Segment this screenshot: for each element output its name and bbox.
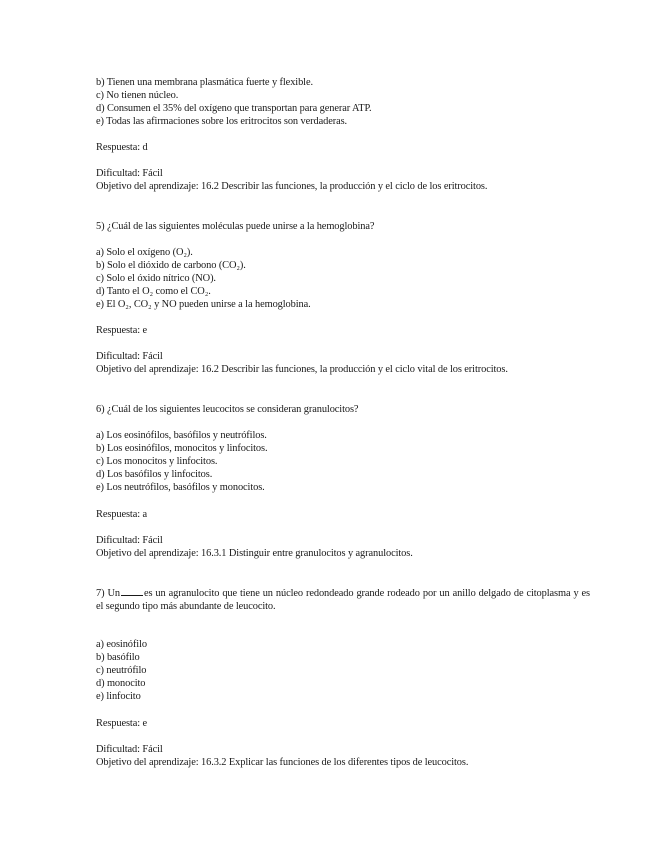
fill-in-blank	[121, 587, 143, 596]
answer: Respuesta: d	[96, 142, 148, 153]
q6-option-c: c) Los monocitos y linfocitos.	[96, 456, 218, 467]
q5-difficulty: Dificultad: Fácil	[96, 351, 163, 362]
learning-objective: Objetivo del aprendizaje: 16.2 Describir las funciones, la producción y el ciclo de los eritrocitos.	[96, 181, 488, 192]
q5-answer: Respuesta: e	[96, 325, 148, 336]
q5-option-b: b) Solo el dióxido de carbono (CO₂).	[96, 260, 246, 271]
q7-option-c: c) neutrófilo	[96, 665, 147, 676]
question-5: 5) ¿Cuál de las siguientes moléculas puede unirse a la hemoglobina?	[96, 221, 375, 232]
q5-option-a: a) Solo el oxígeno (O₂).	[96, 247, 193, 258]
q7-option-e: e) linfocito	[96, 691, 141, 702]
option-c: c) No tienen núcleo.	[96, 90, 179, 101]
q6-option-a: a) Los eosinófilos, basófilos y neutrófilos.	[96, 430, 267, 441]
q5-option-c: c) Solo el óxido nítrico (NO).	[96, 273, 216, 284]
option-b: b) Tienen una membrana plasmática fuerte y flexible.	[96, 77, 313, 88]
question-6: 6) ¿Cuál de los siguientes leucocitos se consideran granulocitos?	[96, 404, 359, 415]
q7-option-a: a) eosinófilo	[96, 639, 147, 650]
q7-learning-objective: Objetivo del aprendizaje: 16.3.2 Explicar las funciones de los diferentes tipos de leucocitos.	[96, 757, 469, 768]
q5-learning-objective: Objetivo del aprendizaje: 16.2 Describir las funciones, la producción y el ciclo vital de los eritrocitos.	[96, 364, 508, 375]
q7-difficulty: Dificultad: Fácil	[96, 744, 163, 755]
q6-learning-objective: Objetivo del aprendizaje: 16.3.1 Distinguir entre granulocitos y agranulocitos.	[96, 548, 413, 559]
q6-answer: Respuesta: a	[96, 509, 148, 520]
option-d: d) Consumen el 35% del oxígeno que transportan para generar ATP.	[96, 103, 372, 114]
q7-option-d: d) monocito	[96, 678, 146, 689]
q5-option-d: d) Tanto el O₂ como el CO₂.	[96, 286, 211, 297]
q7-rest: es un agranulocito que tiene un núcleo redondeado grande rodeado por un anillo delgado de citoplasma y es el segundo tipo más abundante de leucocito.	[96, 588, 591, 612]
question-7	[96, 587, 590, 613]
q7-answer: Respuesta: e	[96, 718, 148, 729]
q6-option-e: e) Los neutrófilos, basófilos y monocitos.	[96, 482, 265, 493]
q7-prefix: 7) Un	[96, 588, 120, 599]
q5-option-e: e) El O₂, CO₂ y NO pueden unirse a la hemoglobina.	[96, 299, 311, 310]
q6-option-b: b) Los eosinófilos, monocitos y linfocitos.	[96, 443, 268, 454]
q6-difficulty: Dificultad: Fácil	[96, 535, 163, 546]
difficulty: Dificultad: Fácil	[96, 168, 163, 179]
q6-option-d: d) Los basófilos y linfocitos.	[96, 469, 213, 480]
option-e: e) Todas las afirmaciones sobre los eritrocitos son verdaderas.	[96, 116, 348, 127]
q7-option-b: b) basófilo	[96, 652, 140, 663]
